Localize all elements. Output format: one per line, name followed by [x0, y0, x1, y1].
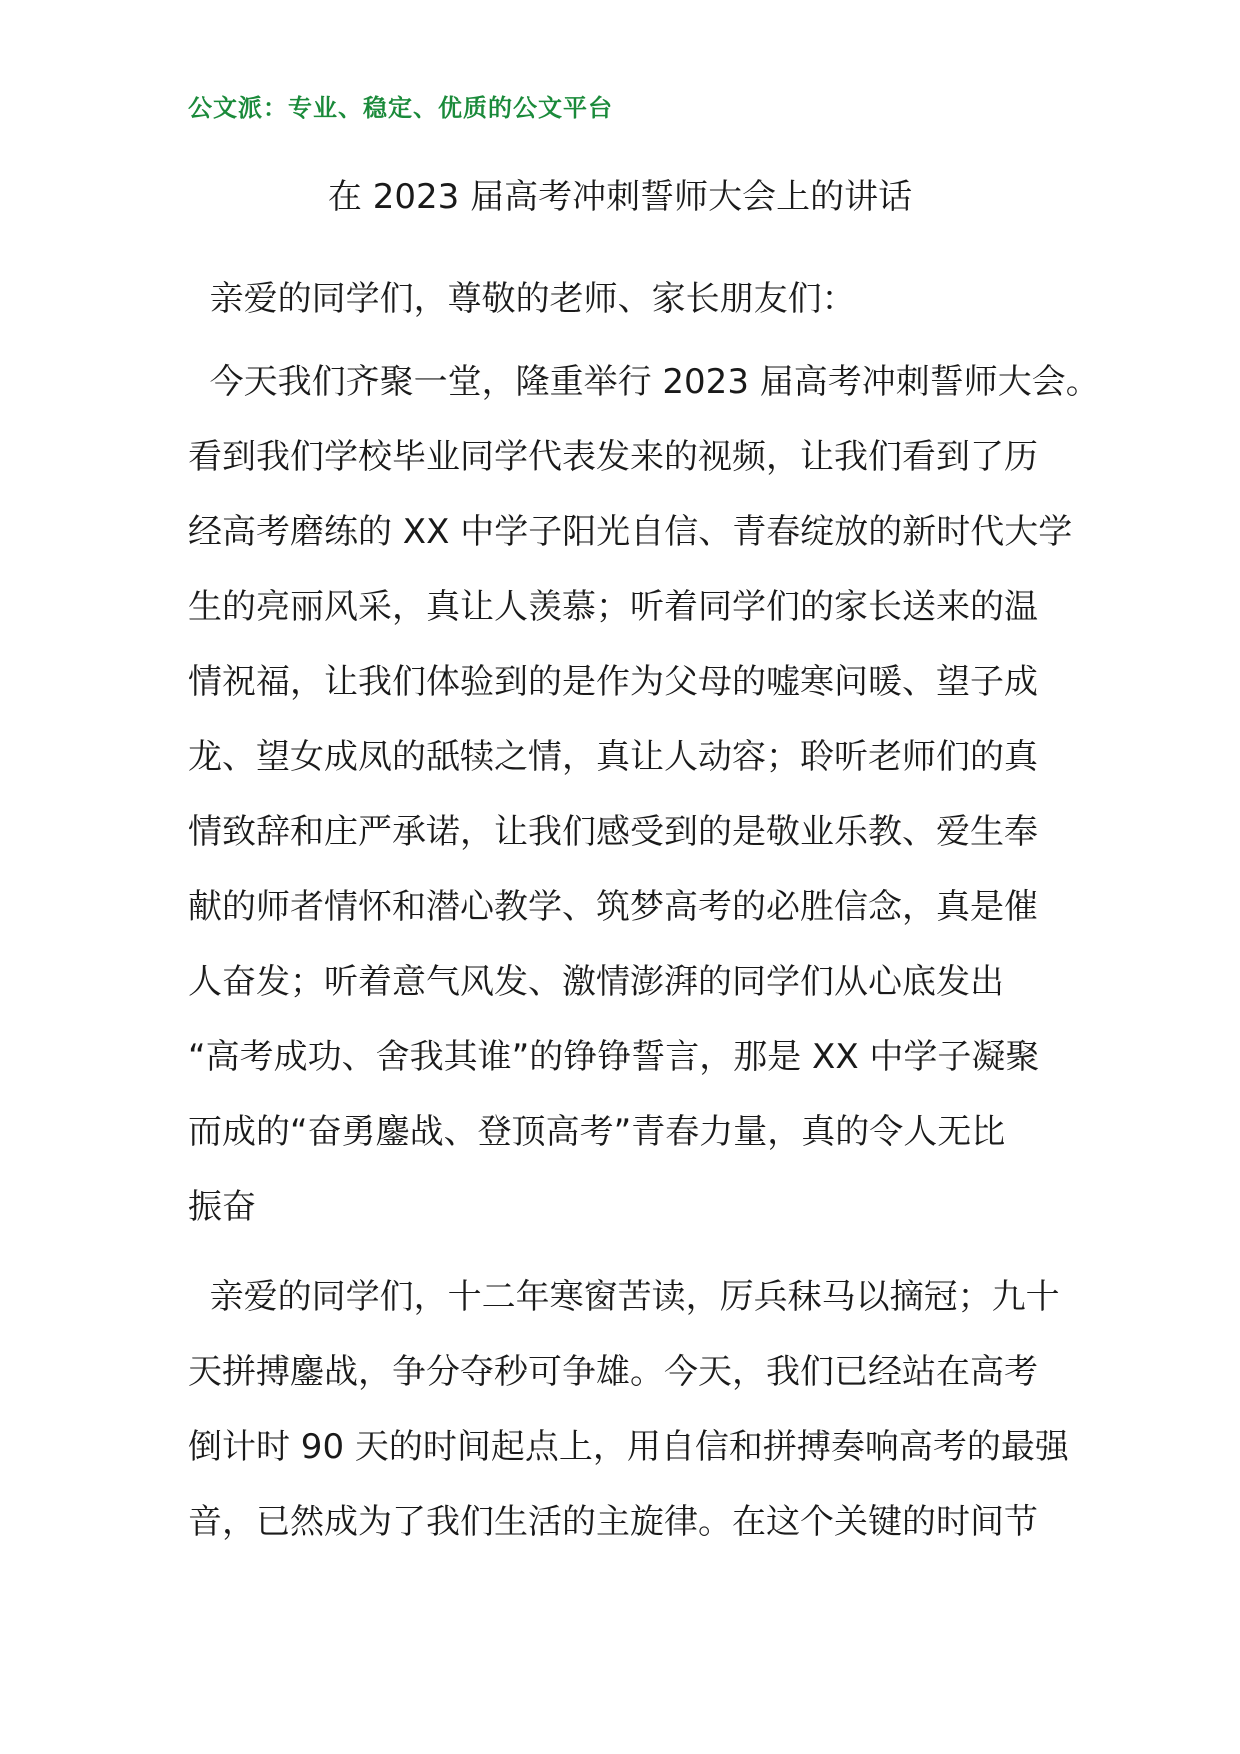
paragraph-line: 经高考磨练的 XX 中学子阳光自信、青春绽放的新时代大学 — [188, 512, 1073, 552]
speech-title: 在 2023 届高考冲刺誓师大会上的讲话 — [327, 177, 913, 217]
salutation-line: 亲爱的同学们，尊敬的老师、家长朋友们： — [188, 279, 856, 319]
paragraph-line: 献的师者情怀和潜心教学、筑梦高考的必胜信念，真是催 — [188, 887, 1038, 927]
paragraph-line: 情祝福，让我们体验到的是作为父母的嘘寒问暖、望子成 — [188, 662, 1038, 702]
paragraph-line: 龙、望女成凤的舐犊之情，真让人动容；聆听老师们的真 — [188, 737, 1038, 777]
paragraph-line: 情致辞和庄严承诺，让我们感受到的是敬业乐教、爱生奉 — [188, 812, 1038, 852]
site-header-slogan: 公文派：专业、稳定、优质的公文平台 — [188, 94, 613, 122]
paragraph-line: 倒计时 90 天的时间起点上，用自信和拼搏奏响高考的最强 — [188, 1427, 1069, 1467]
paragraph-line: 生的亮丽风采，真让人羡慕；听着同学们的家长送来的温 — [188, 587, 1038, 627]
paragraph-line: 人奋发；听着意气风发、激情澎湃的同学们从心底发出 — [188, 962, 1004, 1002]
paragraph-line: “高考成功、舍我其谁”的铮铮誓言，那是 XX 中学子凝聚 — [188, 1037, 1040, 1077]
paragraph-line: 看到我们学校毕业同学代表发来的视频，让我们看到了历 — [188, 437, 1038, 477]
paragraph-line: 天拼搏鏖战，争分夺秒可争雄。今天，我们已经站在高考 — [188, 1352, 1038, 1392]
paragraph-line: 振奋 — [188, 1187, 256, 1227]
paragraph-1 — [188, 345, 1100, 1245]
paragraph-line: 亲爱的同学们，十二年寒窗苦读，厉兵秣马以摘冠；九十 — [188, 1277, 1060, 1317]
paragraph-line: 而成的“奋勇鏖战、登顶高考”青春力量，真的令人无比 — [188, 1112, 1006, 1152]
salutation — [188, 262, 1060, 337]
paragraph-2 — [188, 1260, 1069, 1560]
paragraph-line: 今天我们齐聚一堂，隆重举行 2023 届高考冲刺誓师大会。 — [188, 362, 1100, 402]
paragraph-line: 音，已然成为了我们生活的主旋律。在这个关键的时间节 — [188, 1502, 1038, 1542]
